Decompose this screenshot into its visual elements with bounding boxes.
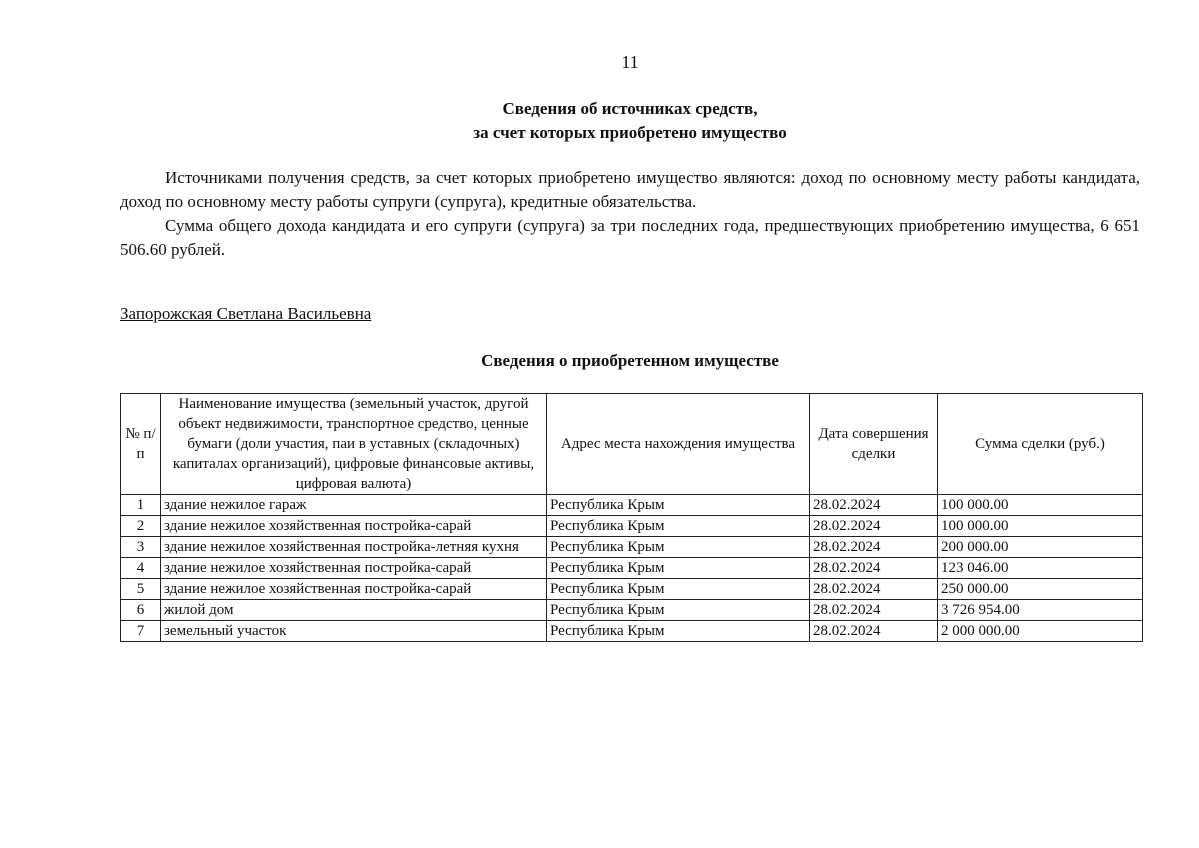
sources-heading-line1: Сведения об источниках средств, bbox=[502, 99, 758, 118]
row-date: 28.02.2024 bbox=[810, 516, 938, 537]
person-name: Запорожская Светлана Васильевна bbox=[120, 304, 372, 323]
header-address: Адрес места нахождения имущества bbox=[547, 394, 810, 495]
row-name: здание нежилое хозяйственная постройка-летняя кухня bbox=[161, 537, 547, 558]
sources-heading bbox=[120, 97, 1140, 145]
row-num: 3 bbox=[121, 537, 161, 558]
row-date: 28.02.2024 bbox=[810, 621, 938, 642]
header-num: № п/п bbox=[121, 394, 161, 495]
row-date: 28.02.2024 bbox=[810, 600, 938, 621]
row-num: 7 bbox=[121, 621, 161, 642]
row-sum: 3 726 954.00 bbox=[938, 600, 1143, 621]
row-date: 28.02.2024 bbox=[810, 558, 938, 579]
sources-heading-line2: за счет которых приобретено имущество bbox=[473, 123, 787, 142]
row-sum: 123 046.00 bbox=[938, 558, 1143, 579]
row-name: здание нежилое хозяйственная постройка-сарай bbox=[161, 558, 547, 579]
header-date: Дата совершения сделки bbox=[810, 394, 938, 495]
table-row bbox=[121, 537, 1143, 558]
header-name: Наименование имущества (земельный участок, другой объект недвижимости, транспортное средство, ценные бумаги (доли участия, паи в уставных (складочных) капиталах организаций), цифровые финансовые активы, цифровая валюта) bbox=[161, 394, 547, 495]
row-date: 28.02.2024 bbox=[810, 495, 938, 516]
row-sum: 100 000.00 bbox=[938, 516, 1143, 537]
row-sum: 250 000.00 bbox=[938, 579, 1143, 600]
table-row bbox=[121, 495, 1143, 516]
table-row bbox=[121, 579, 1143, 600]
table-row bbox=[121, 558, 1143, 579]
income-paragraph: Сумма общего дохода кандидата и его супруги (супруга) за три последних года, предшествующих приобретению имущества, 6 651 506.60 рублей. bbox=[120, 216, 1140, 259]
row-address: Республика Крым bbox=[547, 495, 810, 516]
row-num: 2 bbox=[121, 516, 161, 537]
row-name: здание нежилое гараж bbox=[161, 495, 547, 516]
table-row bbox=[121, 621, 1143, 642]
row-name: здание нежилое хозяйственная постройка-сарай bbox=[161, 516, 547, 537]
row-address: Республика Крым bbox=[547, 558, 810, 579]
row-address: Республика Крым bbox=[547, 537, 810, 558]
row-address: Республика Крым bbox=[547, 600, 810, 621]
row-sum: 200 000.00 bbox=[938, 537, 1143, 558]
table-header-row bbox=[121, 394, 1143, 495]
row-name: земельный участок bbox=[161, 621, 547, 642]
header-sum: Сумма сделки (руб.) bbox=[938, 394, 1143, 495]
sources-paragraph: Источниками получения средств, за счет которых приобретено имущество являются: доход по основному месту работы кандидата, доход по основному месту работы супруги (супруга), кредитные обязательства. bbox=[120, 168, 1140, 211]
row-name: жилой дом bbox=[161, 600, 547, 621]
page-number: 11 bbox=[621, 52, 639, 72]
row-num: 5 bbox=[121, 579, 161, 600]
row-date: 28.02.2024 bbox=[810, 579, 938, 600]
row-sum: 2 000 000.00 bbox=[938, 621, 1143, 642]
row-date: 28.02.2024 bbox=[810, 537, 938, 558]
row-num: 1 bbox=[121, 495, 161, 516]
row-address: Республика Крым bbox=[547, 579, 810, 600]
row-num: 4 bbox=[121, 558, 161, 579]
sources-text bbox=[120, 166, 1140, 262]
property-table bbox=[120, 393, 1143, 642]
property-heading: Сведения о приобретенном имуществе bbox=[481, 351, 779, 370]
row-address: Республика Крым bbox=[547, 621, 810, 642]
row-sum: 100 000.00 bbox=[938, 495, 1143, 516]
table-row bbox=[121, 600, 1143, 621]
row-num: 6 bbox=[121, 600, 161, 621]
row-address: Республика Крым bbox=[547, 516, 810, 537]
row-name: здание нежилое хозяйственная постройка-сарай bbox=[161, 579, 547, 600]
table-row bbox=[121, 516, 1143, 537]
